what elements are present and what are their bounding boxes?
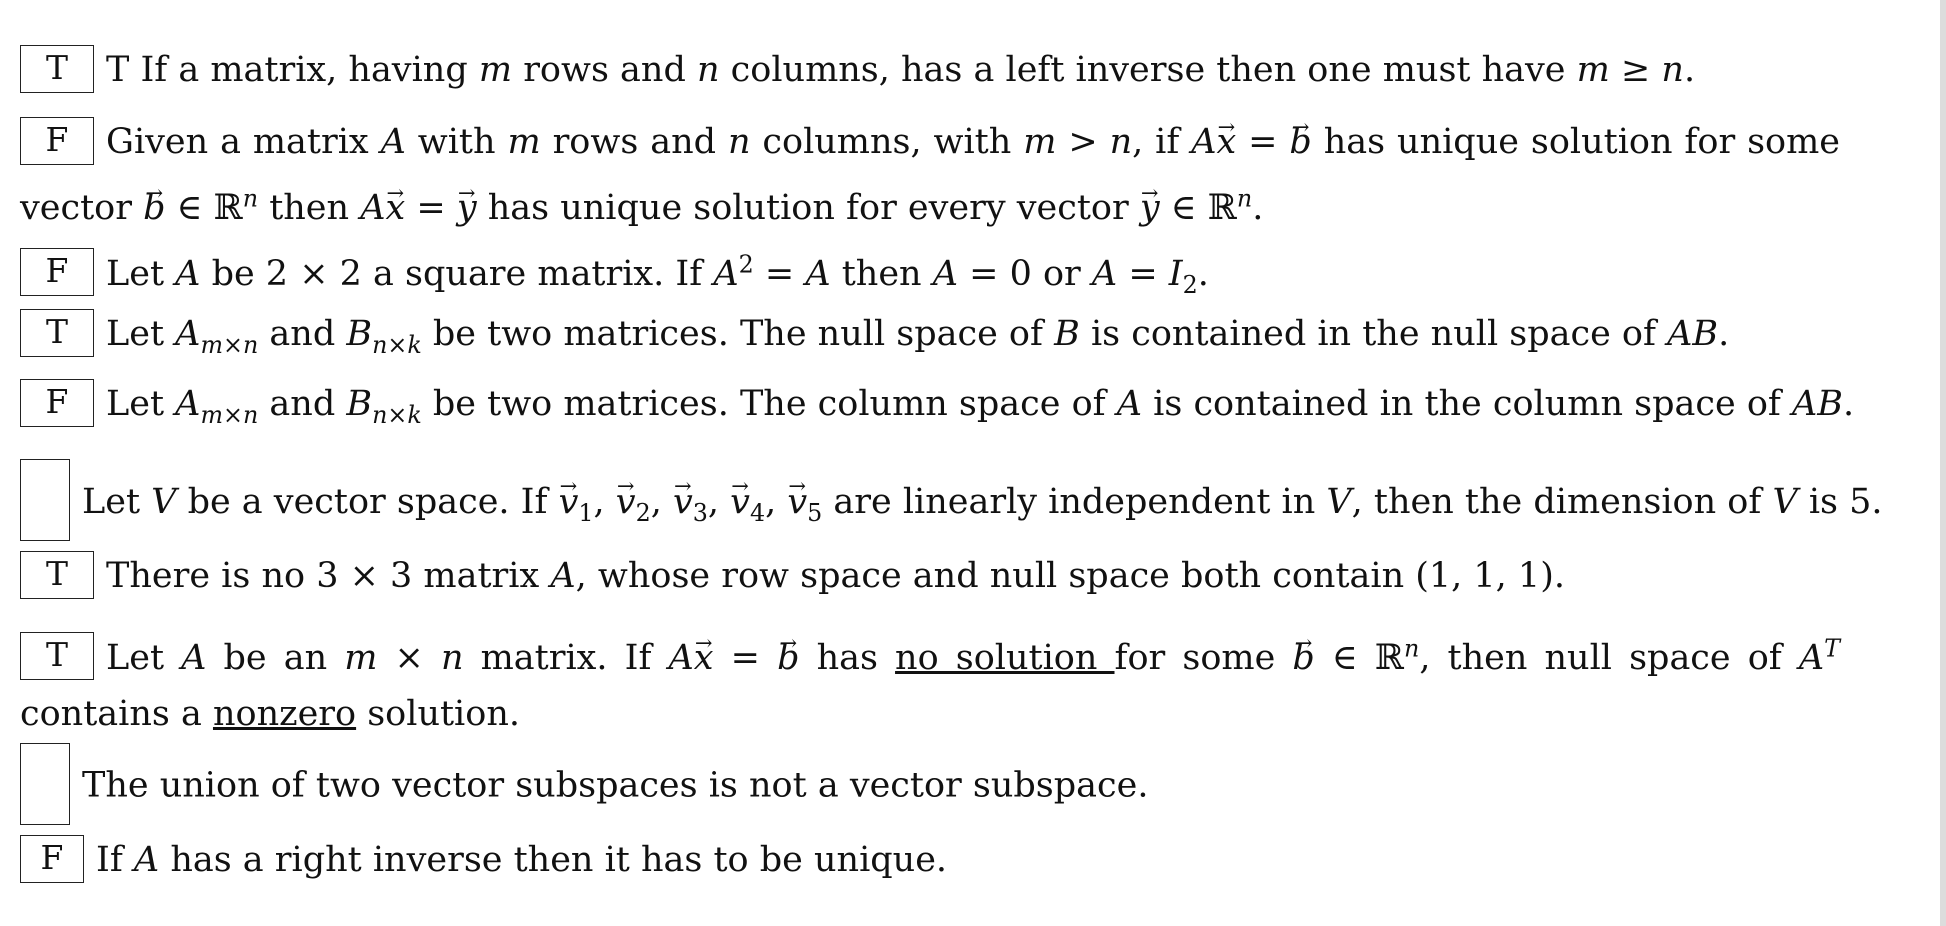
answer-box-4[interactable]: T: [20, 309, 94, 357]
page-edge: [1940, 0, 1946, 926]
question-9: [20, 746, 1148, 828]
question-1: [20, 42, 1695, 98]
question-7: [20, 548, 1565, 604]
answer-box-2[interactable]: F: [20, 117, 94, 165]
question-10-text: If A has a right inverse then it has to be unique.: [96, 840, 948, 880]
answer-box-9[interactable]: [20, 743, 70, 825]
question-2: [20, 114, 1840, 236]
answer-box-3[interactable]: F: [20, 248, 94, 296]
question-3-text: Let A be 2 × 2 a square matrix. If $A^2 = A$ then A = 0 or $A = I_2$.: [106, 250, 1209, 299]
question-6: [20, 462, 1883, 544]
answer-box-6[interactable]: [20, 459, 70, 541]
question-1-text: T If a matrix, having m rows and n columns, has a left inverse then one must have m ≥ n.: [106, 50, 1696, 90]
question-8-text: Let A be an m × n matrix. If A→ x = → b has no solution for some → b ∈ ℝ$^n$, then null space of $A^T$ contains a nonzero solution.: [20, 638, 1840, 734]
question-10: [20, 832, 947, 888]
question-2-text: Given a matrix A with m rows and n columns, with m > n, if A→ x = → b has unique solution for some vector → b ∈ ℝ$^n$ then A→ x = → y has unique solution for every vector → y ∈ ℝ$^n$.: [20, 122, 1840, 228]
question-6-text: Let V be a vector space. $If \to v_1$, → $v_2$, → $v_3$, → $v_4$, → $v_5$ are linearly independent in V, then the dimension of V is 5.: [82, 482, 1883, 522]
question-4: [20, 306, 1729, 373]
answer-box-5[interactable]: F: [20, 379, 94, 427]
question-3: [20, 236, 1209, 313]
question-7-text: There is no 3 × 3 matrix A, whose row space and null space both contain (1, 1, 1).: [106, 556, 1565, 596]
question-5: [20, 376, 1854, 443]
answer-box-7[interactable]: T: [20, 551, 94, 599]
answer-box-8[interactable]: T: [20, 632, 94, 680]
question-8: [20, 620, 1840, 742]
question-9-text: The union of two vector subspaces is not a vector subspace.: [82, 765, 1149, 806]
question-5-text: Let $A_{m\times n}$ and $B_{n\times k}$ be two matrices. The column space of A is contained in the column space of AB.: [106, 384, 1855, 429]
question-4-text: Let $A_{m\times n}$ and $B_{n\times k}$ be two matrices. The null space of B is contained in the null space of AB.: [106, 314, 1730, 359]
answer-box-10[interactable]: F: [20, 835, 84, 883]
answer-box-1[interactable]: T: [20, 45, 94, 93]
